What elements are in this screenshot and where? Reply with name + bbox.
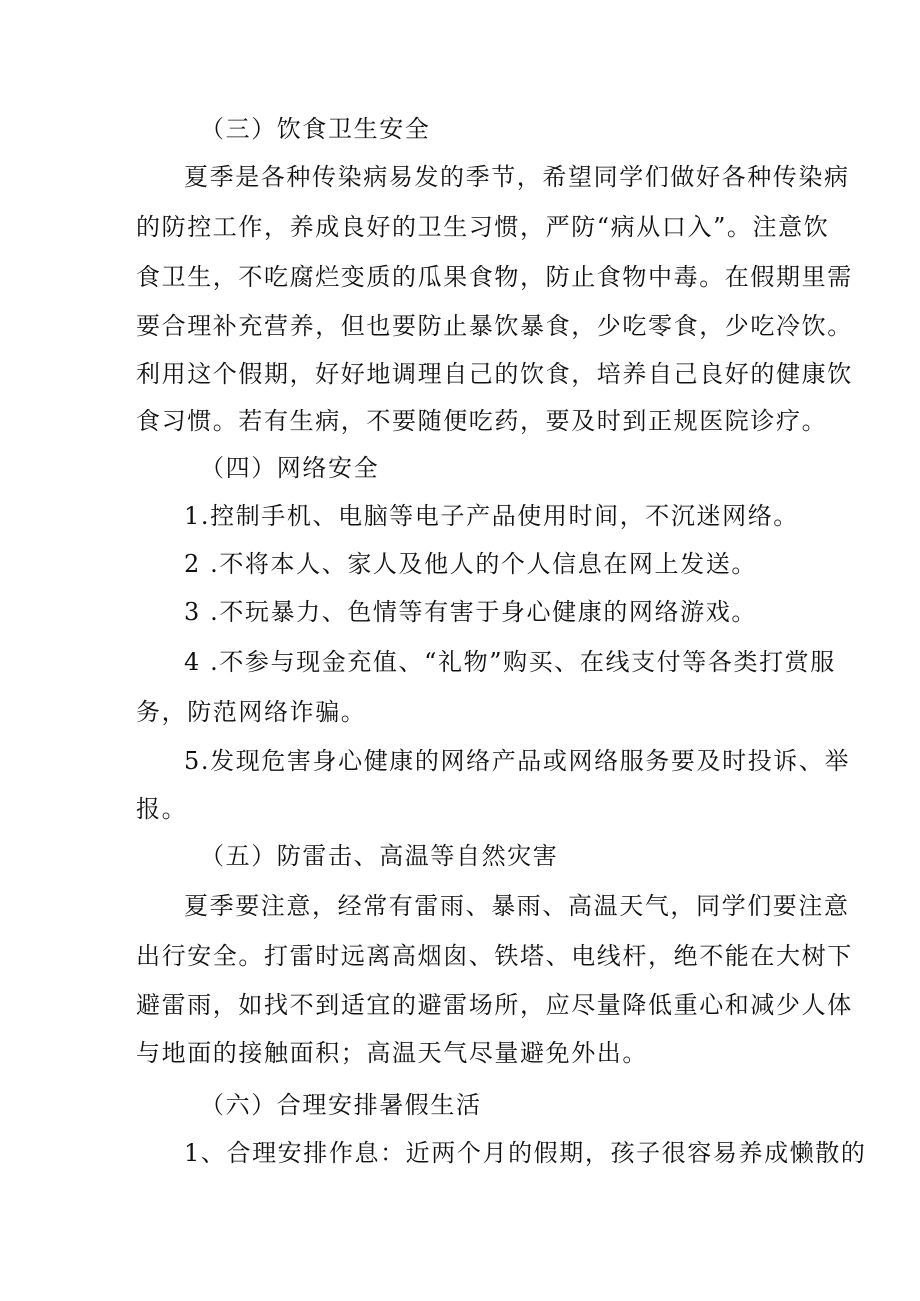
paragraph-line: 避雷雨，如找不到适宜的避雷场所，应尽量降低重心和减少人体 bbox=[136, 991, 853, 1019]
list-item-4-line2: 务，防范网络诈骗。 bbox=[136, 698, 367, 726]
list-item-2: 2 .不将本人、家人及他人的个人信息在网上发送。 bbox=[184, 550, 757, 578]
section-heading-food-safety: （三）饮食卫生安全 bbox=[200, 115, 431, 143]
paragraph-line: 的防控工作，养成良好的卫生习惯，严防“病从口入”。注意饮 bbox=[136, 213, 830, 241]
list-item-4-line1: 4 .不参与现金充值、“礼物”购买、在线支付等各类打赏服 bbox=[184, 648, 836, 676]
paragraph-line: 要合理补充营养，但也要防止暴饮暴食，少吃零食，少吃冷饮。 bbox=[136, 312, 853, 340]
paragraph-line: 出行安全。打雷时远离高烟囱、铁塔、电线杆，绝不能在大树下 bbox=[136, 942, 853, 970]
section-heading-network-safety: （四）网络安全 bbox=[200, 454, 380, 482]
section-heading-natural-disasters: （五）防雷击、高温等自然灾害 bbox=[200, 842, 559, 870]
list-item-3: 3 .不玩暴力、色情等有害于身心健康的网络游戏。 bbox=[184, 598, 757, 626]
list-item-1: 1.控制手机、电脑等电子产品使用时间，不沉迷网络。 bbox=[184, 502, 799, 530]
section-heading-summer-life: （六）合理安排暑假生活 bbox=[200, 1091, 482, 1119]
paragraph-line: 夏季要注意，经常有雷雨、暴雨、高温天气，同学们要注意 bbox=[184, 892, 850, 920]
paragraph-line: 利用这个假期，好好地调理自己的饮食，培养自己良好的健康饮 bbox=[136, 360, 853, 388]
list-item-5-line1: 5.发现危害身心健康的网络产品或网络服务要及时投诉、举 bbox=[184, 747, 851, 775]
paragraph-line: 与地面的接触面积；高温天气尽量避免外出。 bbox=[136, 1039, 648, 1067]
paragraph-line: 食习惯。若有生病，不要随便吃药，要及时到正规医院诊疗。 bbox=[136, 407, 828, 435]
paragraph-line: 夏季是各种传染病易发的季节，希望同学们做好各种传染病 bbox=[184, 163, 850, 191]
list-item-5-line2: 报。 bbox=[136, 795, 188, 823]
list-item-1: 1、合理安排作息：近两个月的假期，孩子很容易养成懒散的 bbox=[184, 1139, 867, 1167]
paragraph-line: 食卫生，不吃腐烂变质的瓜果食物，防止食物中毒。在假期里需 bbox=[136, 263, 853, 291]
